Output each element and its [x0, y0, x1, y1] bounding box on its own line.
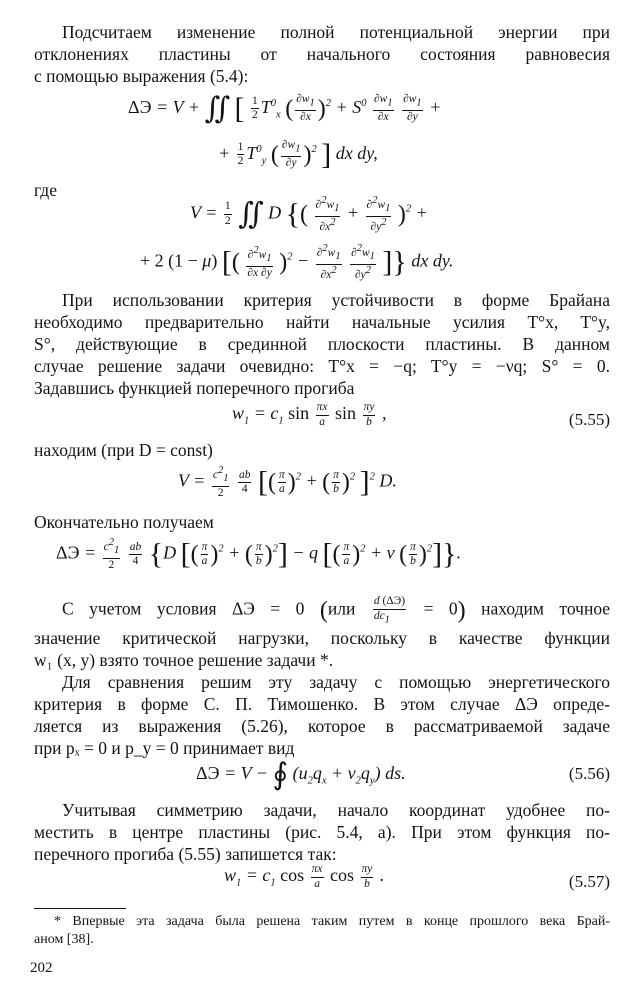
footnote-rule [34, 908, 126, 909]
paragraph-4-line-2: критерия в форме С. П. Тимошенко. В этом случае ΔЭ опреде- [34, 694, 610, 714]
paragraph-2-line-4: случае решение задачи очевидно: T°x = −q; T°y = −νq; S° = 0. [34, 356, 610, 376]
footnote-line-1: * Впервые эта задача была решена таким путем в конце прошлого века Брай- [54, 914, 610, 929]
paragraph-1-line-3: с помощью выражения (5.4): [34, 66, 249, 86]
paragraph-3-line-1: С учетом условия ΔЭ = 0 (или d (ΔЭ) $dc_1$ = 0) находим точное [62, 595, 611, 625]
finally-text: Окончательно получаем [34, 512, 214, 532]
equation-number-5-57: (5.57) [568, 872, 610, 891]
paragraph-2-line-2: необходимо предварительно найти начальные усилия T°x, T°y, [34, 312, 610, 332]
paragraph-3-line-3: w₁ (x, y) взято точное решение задачи *. [34, 650, 334, 670]
equation-v-solved: V = $\frac{c^2_1}{2}$ $\frac{ab}{4}$ [( $\frac{\pi}{a}$ )$^2$ + ( $\frac{\pi}{b}$ )$^2$ ]$^2$ D. [178, 465, 397, 499]
equation-5-55: $w_1 = c_1$ sin $\frac{\pi x}{a}$ sin $\frac{\pi y}{b}$ , [232, 401, 387, 428]
equation-number-5-56: (5.56) [568, 764, 610, 783]
paragraph-5-line-2: местить в центре пластины (рис. 5.4, а). При этом функция по- [34, 822, 610, 842]
equation-v-line-1: V = $\frac{1}{2}$ ∬ D {( $\frac{\partial^2w_1}{\partial x^2}$ + $\frac{\partial^2w_1}{\partial y^2}$ )$^2$ + [190, 195, 428, 233]
paragraph-1-line-1: Подсчитаем изменение полной потенциальной энергии при [62, 22, 610, 42]
paragraph-2-line-5: Задавшись функцией поперечного прогиба [34, 378, 355, 398]
footnote-line-2: аном [38]. [34, 932, 94, 947]
equation-delta-e-line-1: ΔЭ = V + ∬ [ $\frac{1}{2}$ $T^0_x$ ( $\frac{\partial w_1}{\partial x}$ )$^2 + S^0$ $\frac{\partial w_1}{\partial x}$ $\frac{\partial w_1}{\partial y}$ + [128, 92, 442, 125]
paragraph-5-line-1: Учитывая симметрию задачи, начало координат удобнее по- [62, 800, 610, 820]
equation-delta-e-final: ΔЭ = $\frac{c^2_1}{2}$ $\frac{ab}{4}$ {D [( $\frac{\pi}{a}$ )$^2$ + ( $\frac{\pi}{b}$ )$^2$] − q [( $\frac{\pi}{a}$ )$^2$ + ν ( $\frac{\pi}{b}$ )$^2$]}. [56, 537, 462, 571]
paragraph-5-line-3: перечного прогиба (5.55) запишется так: [34, 844, 337, 864]
equation-number-5-55: (5.55) [568, 410, 610, 429]
paragraph-2-line-1: При использовании критерия устойчивости в форме Брайана [62, 290, 610, 310]
page-number: 202 [30, 960, 53, 976]
paragraph-1-line-2: отклонениях пластины от начального состояния равновесия [34, 44, 610, 64]
paragraph-4-line-1: Для сравнения решим эту задачу с помощью энергетического [62, 672, 610, 692]
find-text: находим (при D = const) [34, 440, 213, 460]
paragraph-4-line-4: при pₓ = 0 и p_y = 0 принимает вид [34, 738, 295, 758]
where-word: где [34, 180, 57, 200]
equation-5-57: $w_1 = c_1$ cos $\frac{\pi x}{a}$ cos $\frac{\pi y}{b}$ . [224, 863, 385, 890]
equation-delta-e-line-2: + $\frac{1}{2}$ $T^0_y$ ( $\frac{\partial w_1}{\partial y}$ )$^2$ ] dx dy, [218, 138, 378, 171]
paragraph-3-line-2: значение критической нагрузки, поскольку в качестве функции [34, 628, 610, 648]
paragraph-2-line-3: S°, действующие в срединной плоскости пластины. В данном [34, 334, 610, 354]
equation-v-line-2: + 2 (1 − μ) [( $\frac{\partial^2w_1}{\partial x \partial y}$ )$^2$ − $\frac{\partial^2w_1}{\partial x^2}$ $\frac{\partial^2w_1}{\partial y^2}$ ]} dx dy. [140, 243, 454, 281]
equation-5-56: ΔЭ = V − ∮ $(u_2q_x + v_2q_y)$ ds. [196, 758, 406, 791]
paragraph-4-line-3: ляется из выражения (5.26), которое в рассматриваемой задаче [34, 716, 610, 736]
